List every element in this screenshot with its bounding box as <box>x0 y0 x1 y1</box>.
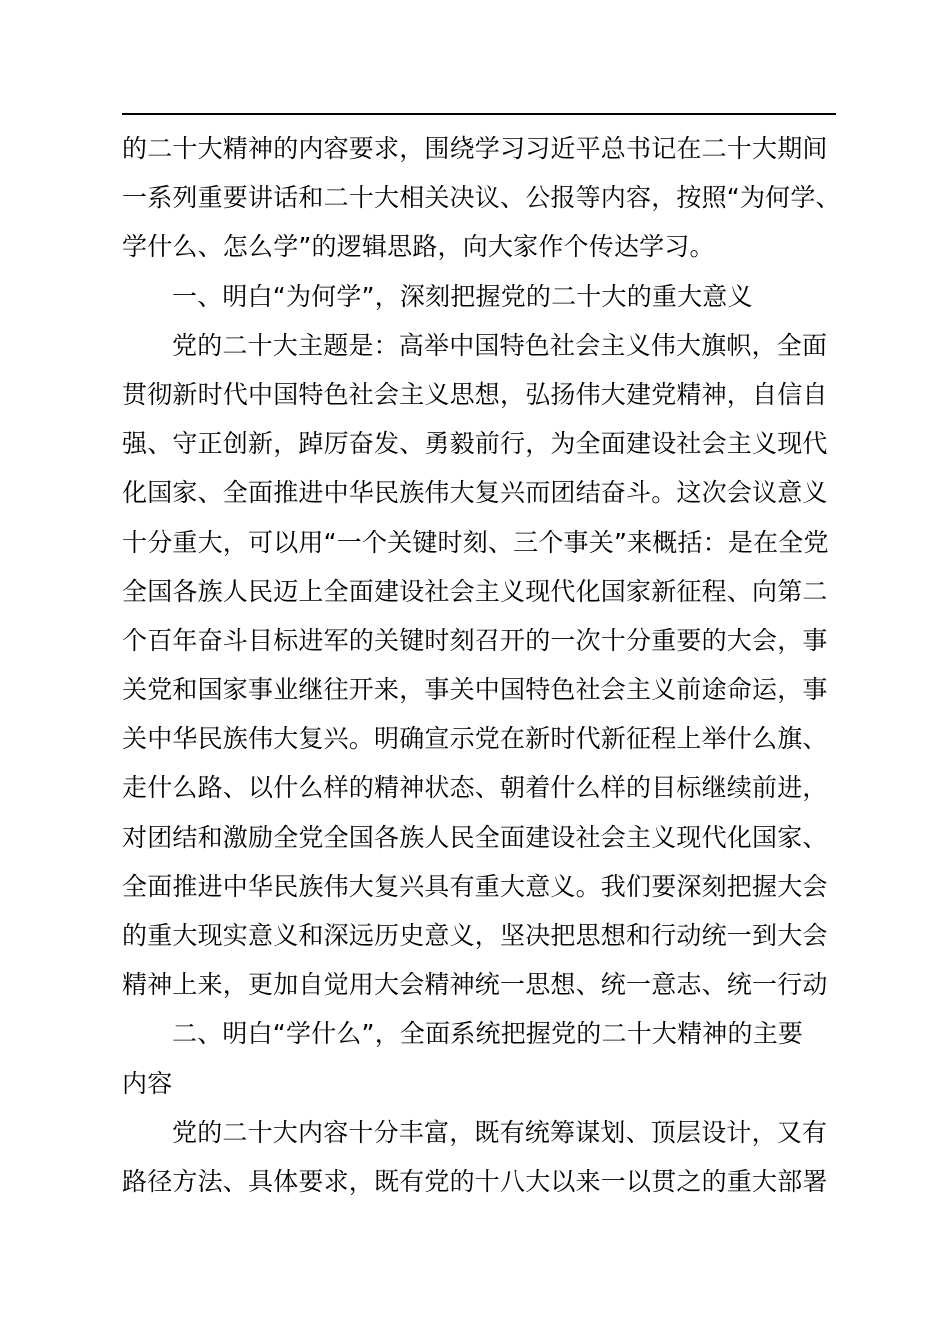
text-line: 贯彻新时代中国特色社会主义思想，弘扬伟大建党精神，自信自 <box>122 379 828 409</box>
text-line: 党的二十大内容十分丰富，既有统筹谋划、顶层设计，又有 <box>172 1117 828 1147</box>
text-line: 对团结和激励全党全国各族人民全面建设社会主义现代化国家、 <box>122 822 828 852</box>
text-line: 关中华民族伟大复兴。明确宣示党在新时代新征程上举什么旗、 <box>122 724 828 754</box>
body-text <box>122 124 862 1206</box>
text-line: 精神上来，更加自觉用大会精神统一思想、统一意志、统一行动 <box>122 970 828 1000</box>
text-line: 路径方法、具体要求，既有党的十八大以来一以贯之的重大部署 <box>122 1166 828 1196</box>
text-line: 学什么、怎么学”的逻辑思路，向大家作个传达学习。 <box>122 232 715 262</box>
text-line: 的二十大精神的内容要求，围绕学习习近平总书记在二十大期间 <box>122 134 828 163</box>
text-line: 关党和国家事业继往开来，事关中国特色社会主义前途命运，事 <box>122 675 828 705</box>
text-line: 十分重大，可以用“一个关键时刻、三个事关”来概括：是在全党 <box>122 527 829 557</box>
section-heading-2-continued: 内容 <box>122 1068 173 1098</box>
text-line: 全国各族人民迈上全面建设社会主义现代化国家新征程、向第二 <box>122 576 828 606</box>
text-line: 个百年奋斗目标进军的关键时刻召开的一次十分重要的大会，事 <box>122 625 828 655</box>
text-line: 化国家、全面推进中华民族伟大复兴而团结奋斗。这次会议意义 <box>122 478 828 508</box>
text-line: 党的二十大主题是：高举中国特色社会主义伟大旗帜，全面 <box>172 330 828 360</box>
section-heading-1: 一、明白“为何学”，深刻把握党的二十大的重大意义 <box>172 281 753 311</box>
section-heading-2: 二、明白“学什么”，全面系统把握党的二十大精神的主要 <box>172 1019 804 1049</box>
text-line: 的重大现实意义和深远历史意义，坚决把思想和行动统一到大会 <box>122 921 828 950</box>
text-line: 一系列重要讲话和二十大相关决议、公报等内容，按照“为何学、 <box>122 183 841 213</box>
text-line: 走什么路、以什么样的精神状态、朝着什么样的目标继续前进， <box>122 773 828 803</box>
header-rule <box>122 113 836 115</box>
text-line: 强、守正创新，踔厉奋发、勇毅前行，为全面建设社会主义现代 <box>122 429 828 459</box>
text-line: 全面推进中华民族伟大复兴具有重大意义。我们要深刻把握大会 <box>122 871 828 901</box>
